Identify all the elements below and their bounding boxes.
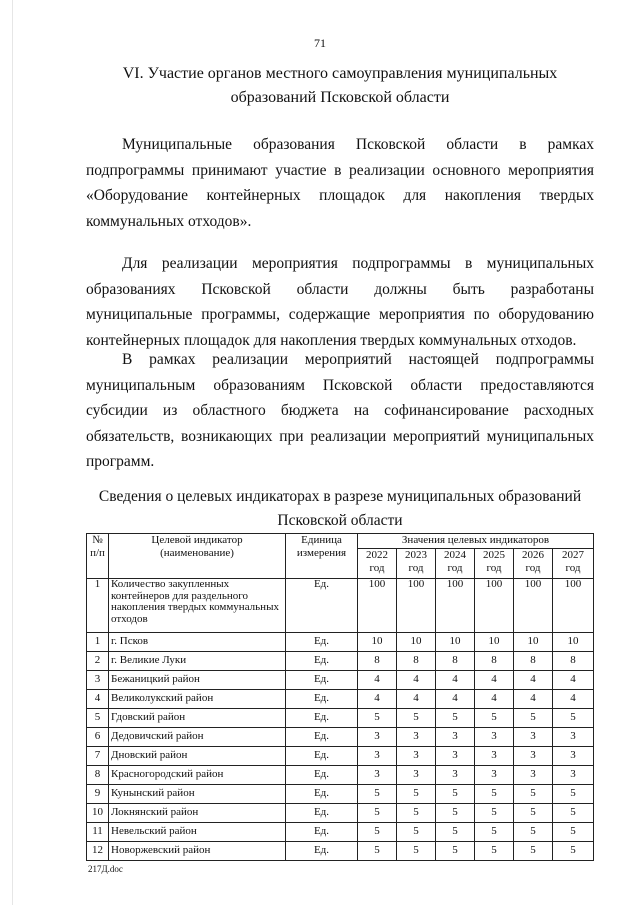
section-title-line-2: образований Псковской области <box>230 89 450 106</box>
row-unit: Ед. <box>286 671 358 690</box>
header-num <box>87 534 109 579</box>
header-year-3 <box>475 549 514 579</box>
header-num-line-2: п/п <box>90 547 105 559</box>
row-value: 4 <box>397 671 436 690</box>
row-value: 4 <box>514 671 553 690</box>
row-value: 5 <box>514 804 553 823</box>
row-value: 100 <box>553 579 594 633</box>
row-indicator-name: Красногородский район <box>109 766 286 785</box>
row-value: 4 <box>475 690 514 709</box>
table-row <box>87 785 594 804</box>
header-indicator-line-2: (наименование) <box>160 547 234 559</box>
row-number: 12 <box>87 842 109 861</box>
row-indicator-name: Новоржевский район <box>109 842 286 861</box>
table-row <box>87 728 594 747</box>
paragraph-2: Для реализации мероприятия подпрограммы в муниципальных образованиях Псковской области должны быть разработаны муниципальные программы, содержащие мероприятия по оборудованию контейнерных площадок для накопления твердых коммунальных отходов. <box>86 255 594 349</box>
row-unit: Ед. <box>286 785 358 804</box>
table-title-line-2: Псковской области <box>277 512 403 529</box>
header-unit-line-1: Единица <box>301 534 342 546</box>
header-year-value: 2025 <box>483 549 505 562</box>
row-value: 5 <box>358 804 397 823</box>
row-value: 3 <box>514 747 553 766</box>
row-value: 5 <box>436 785 475 804</box>
row-value: 5 <box>358 785 397 804</box>
table-row <box>87 823 594 842</box>
header-year-1 <box>397 549 436 579</box>
row-number: 3 <box>87 671 109 690</box>
row-number: 8 <box>87 766 109 785</box>
row-number: 1 <box>87 579 109 633</box>
row-number: 9 <box>87 785 109 804</box>
header-year-4 <box>514 549 553 579</box>
row-number: 4 <box>87 690 109 709</box>
row-unit: Ед. <box>286 652 358 671</box>
row-indicator-name: Кунынский район <box>109 785 286 804</box>
row-value: 5 <box>436 823 475 842</box>
row-value: 5 <box>514 842 553 861</box>
table-body <box>87 579 594 861</box>
row-unit: Ед. <box>286 842 358 861</box>
row-value: 3 <box>514 766 553 785</box>
row-value: 100 <box>358 579 397 633</box>
row-value: 4 <box>436 671 475 690</box>
row-indicator-name: Дновский район <box>109 747 286 766</box>
row-value: 5 <box>397 804 436 823</box>
row-value: 5 <box>358 842 397 861</box>
table-row <box>87 709 594 728</box>
row-value: 5 <box>514 823 553 842</box>
row-value: 3 <box>358 747 397 766</box>
footer-document-name: 217Д.doc <box>88 864 123 874</box>
header-num-line-1: № <box>92 534 103 546</box>
row-value: 10 <box>397 633 436 652</box>
header-unit <box>286 534 358 579</box>
header-indicator <box>109 534 286 579</box>
row-value: 5 <box>475 709 514 728</box>
table-row <box>87 747 594 766</box>
row-value: 5 <box>553 709 594 728</box>
row-number: 2 <box>87 652 109 671</box>
scan-margin-line <box>12 0 13 905</box>
row-value: 10 <box>553 633 594 652</box>
row-value: 5 <box>514 785 553 804</box>
row-unit: Ед. <box>286 823 358 842</box>
section-title-line-1: VI. Участие органов местного самоуправления муниципальных <box>122 65 558 82</box>
row-indicator-name: Гдовский район <box>109 709 286 728</box>
table-row <box>87 690 594 709</box>
row-value: 3 <box>436 766 475 785</box>
table-row <box>87 804 594 823</box>
row-value: 5 <box>397 709 436 728</box>
row-unit: Ед. <box>286 804 358 823</box>
row-value: 10 <box>475 633 514 652</box>
table-row <box>87 766 594 785</box>
row-indicator-name: Невельский район <box>109 823 286 842</box>
row-value: 5 <box>436 842 475 861</box>
row-value: 3 <box>397 747 436 766</box>
row-value: 3 <box>358 728 397 747</box>
row-value: 5 <box>436 709 475 728</box>
header-year-value: 2026 <box>522 549 544 562</box>
row-unit: Ед. <box>286 633 358 652</box>
row-value: 3 <box>514 728 553 747</box>
row-value: 100 <box>514 579 553 633</box>
row-value: 3 <box>358 766 397 785</box>
header-year-5 <box>553 549 594 579</box>
row-value: 4 <box>553 690 594 709</box>
paragraph-1: Муниципальные образования Псковской области в рамках подпрограммы принимают участие в реализации основного мероприятия «Оборудование контейнерных площадок для накопления твердых коммунальных отходов». <box>86 136 594 230</box>
row-value: 5 <box>553 842 594 861</box>
row-value: 10 <box>514 633 553 652</box>
row-value: 3 <box>553 766 594 785</box>
header-year-value: 2027 <box>562 549 585 562</box>
row-value: 3 <box>397 728 436 747</box>
row-number: 11 <box>87 823 109 842</box>
header-year-value: 2024 <box>444 549 466 562</box>
table-row <box>87 652 594 671</box>
table-row <box>87 842 594 861</box>
row-value: 5 <box>514 709 553 728</box>
row-value: 4 <box>397 690 436 709</box>
row-number: 6 <box>87 728 109 747</box>
section-title <box>60 62 620 110</box>
row-value: 5 <box>553 785 594 804</box>
header-year-value: 2023 <box>405 549 427 562</box>
row-value: 100 <box>397 579 436 633</box>
row-value: 3 <box>475 747 514 766</box>
row-value: 5 <box>397 785 436 804</box>
header-year-value: 2022 <box>366 549 388 562</box>
row-number: 5 <box>87 709 109 728</box>
row-value: 4 <box>475 671 514 690</box>
row-value: 100 <box>436 579 475 633</box>
row-indicator-name: г. Великие Луки <box>109 652 286 671</box>
row-unit: Ед. <box>286 766 358 785</box>
row-value: 5 <box>475 804 514 823</box>
row-value: 5 <box>397 823 436 842</box>
row-unit: Ед. <box>286 728 358 747</box>
row-indicator-name: г. Псков <box>109 633 286 652</box>
paragraph-3: В рамках реализации мероприятий настоящей подпрограммы муниципальным образованиям Псковской области предоставляются субсидии из областного бюджета на софинансирование расходных обязательств, возникающих при реализации мероприятий муниципальных программ. <box>86 351 594 470</box>
table-title-line-1: Сведения о целевых индикаторах в разрезе муниципальных образований <box>98 488 582 505</box>
row-value: 3 <box>475 766 514 785</box>
row-value: 4 <box>358 690 397 709</box>
row-value: 5 <box>358 709 397 728</box>
row-unit: Ед. <box>286 747 358 766</box>
row-value: 8 <box>475 652 514 671</box>
row-value: 8 <box>358 652 397 671</box>
header-values-group: Значения целевых индикаторов <box>358 534 594 549</box>
page-number: 71 <box>314 36 326 50</box>
row-value: 5 <box>553 823 594 842</box>
table-row <box>87 671 594 690</box>
header-year-label: год <box>447 562 463 575</box>
row-value: 8 <box>553 652 594 671</box>
header-year-label: год <box>486 562 502 575</box>
row-value: 3 <box>397 766 436 785</box>
row-value: 8 <box>397 652 436 671</box>
row-value: 5 <box>475 785 514 804</box>
header-year-2 <box>436 549 475 579</box>
header-year-label: год <box>525 562 541 575</box>
row-value: 5 <box>358 823 397 842</box>
row-indicator-name: Локнянский район <box>109 804 286 823</box>
row-indicator-name: Количество закупленных контейнеров для раздельного накопления твердых коммунальных отходов <box>109 579 286 633</box>
row-value: 3 <box>553 728 594 747</box>
row-value: 8 <box>436 652 475 671</box>
row-unit: Ед. <box>286 690 358 709</box>
row-value: 5 <box>436 804 475 823</box>
row-number: 10 <box>87 804 109 823</box>
row-value: 10 <box>436 633 475 652</box>
row-value: 4 <box>436 690 475 709</box>
row-value: 3 <box>436 747 475 766</box>
table-title <box>60 485 620 533</box>
table-header-row <box>87 534 594 549</box>
header-year-0 <box>358 549 397 579</box>
row-indicator-name: Дедовичский район <box>109 728 286 747</box>
row-number: 1 <box>87 633 109 652</box>
row-indicator-name: Бежаницкий район <box>109 671 286 690</box>
row-number: 7 <box>87 747 109 766</box>
table-row <box>87 633 594 652</box>
header-year-label: год <box>408 562 424 575</box>
row-value: 4 <box>358 671 397 690</box>
row-value: 5 <box>475 842 514 861</box>
header-unit-line-2: измерения <box>296 547 347 559</box>
table-row <box>87 579 594 633</box>
row-value: 10 <box>358 633 397 652</box>
row-value: 4 <box>553 671 594 690</box>
row-value: 5 <box>553 804 594 823</box>
row-value: 5 <box>475 823 514 842</box>
row-value: 3 <box>436 728 475 747</box>
row-value: 100 <box>475 579 514 633</box>
row-unit: Ед. <box>286 579 358 633</box>
row-value: 5 <box>397 842 436 861</box>
indicators-table <box>86 533 594 861</box>
header-year-label: год <box>565 562 581 575</box>
row-value: 3 <box>553 747 594 766</box>
row-value: 8 <box>514 652 553 671</box>
row-value: 3 <box>475 728 514 747</box>
row-value: 4 <box>514 690 553 709</box>
row-indicator-name: Великолукский район <box>109 690 286 709</box>
row-unit: Ед. <box>286 709 358 728</box>
header-indicator-line-1: Целевой индикатор <box>151 534 243 546</box>
header-year-label: год <box>369 562 385 575</box>
